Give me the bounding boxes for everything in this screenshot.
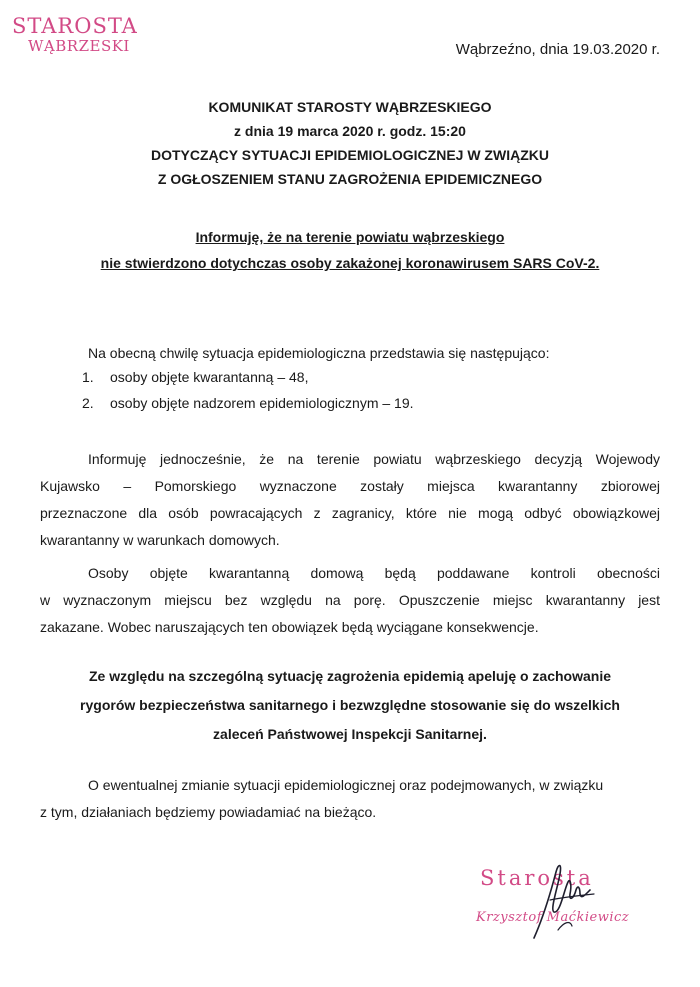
- paragraph-line: przeznaczone dla osób powracających z zagranicy, które nie mogą odbyć obowiązkowej: [40, 505, 660, 521]
- office-stamp: [12, 14, 138, 55]
- list-item: [82, 364, 414, 390]
- paragraph-line: z tym, działaniach będziemy powiadamiać na bieżąco.: [40, 804, 377, 820]
- list-item-text: osoby objęte nadzorem epidemiologicznym – 19.: [110, 395, 414, 411]
- place-and-date: Wąbrzeźno, dnia 19.03.2020 r.: [455, 41, 660, 58]
- paragraph-line: kwarantanny w warunkach domowych.: [40, 532, 280, 548]
- closing-paragraph: [40, 772, 660, 826]
- situation-list: [82, 364, 414, 416]
- appeal-line-3: zaleceń Państwowej Inspekcji Sanitarnej.: [213, 726, 487, 742]
- list-item-number: 2.: [82, 395, 94, 411]
- header-subject-1: DOTYCZĄCY SYTUACJI EPIDEMIOLOGICZNEJ W ZWIĄZKU: [151, 147, 549, 163]
- notice-line-1: Informuję, że na terenie powiatu wąbrzeskiego: [195, 229, 505, 245]
- paragraph-line: w wyznaczonym miejscu bez względu na porę. Opuszczenie miejsc kwarantanny jest: [40, 592, 660, 608]
- signature-title-stamp: Starosta: [480, 866, 594, 890]
- list-item: [82, 390, 414, 416]
- appeal-statement: [30, 662, 670, 749]
- stamp-line-2: WĄBRZESKI: [28, 37, 130, 56]
- paragraph-line: zakazane. Wobec naruszających ten obowiązek będą wyciągane konsekwencje.: [40, 619, 539, 635]
- paragraph-line: Osoby objęte kwarantanną domową będą poddawane kontroli obecności: [88, 565, 660, 581]
- paragraph-line: Kujawsko – Pomorskiego wyznaczone zostały miejsca kwarantanny zbiorowej: [40, 478, 660, 494]
- appeal-line-1: Ze względu na szczególną sytuację zagrożenia epidemią apeluję o zachowanie: [88, 668, 612, 684]
- signature-name-stamp: Krzysztof Maćkiewicz: [476, 910, 630, 925]
- key-notice: [0, 224, 700, 276]
- header-subject-2: Z OGŁOSZENIEM STANU ZAGROŻENIA EPIDEMICZNEGO: [157, 171, 543, 187]
- document-header: [0, 95, 700, 191]
- handwritten-signature-icon: [520, 860, 620, 940]
- notice-line-2: nie stwierdzono dotychczas osoby zakażonej koronawirusem SARS CoV-2.: [100, 255, 600, 271]
- stamp-line-1: STAROSTA: [12, 14, 138, 38]
- paragraph-line: O ewentualnej zmianie sytuacji epidemiologicznej oraz podejmowanych, w związku: [88, 777, 604, 793]
- header-title: KOMUNIKAT STAROSTY WĄBRZESKIEGO: [208, 99, 492, 115]
- list-item-text: osoby objęte kwarantanną – 48,: [110, 369, 309, 385]
- header-date: z dnia 19 marca 2020 r. godz. 15:20: [234, 123, 466, 139]
- paragraph-line: Informuję jednocześnie, że na terenie powiatu wąbrzeskiego decyzją Wojewody: [88, 451, 660, 467]
- signature-block: [476, 860, 656, 950]
- appeal-line-2: rygorów bezpieczeństwa sanitarnego i bezwzględne stosowanie się do wszelkich: [80, 697, 620, 713]
- situation-intro: Na obecną chwilę sytuacja epidemiologiczna przedstawia się następująco:: [88, 345, 550, 361]
- paragraph-home-quarantine: [40, 560, 660, 641]
- list-item-number: 1.: [82, 369, 94, 385]
- paragraph-quarantine-sites: [40, 446, 660, 554]
